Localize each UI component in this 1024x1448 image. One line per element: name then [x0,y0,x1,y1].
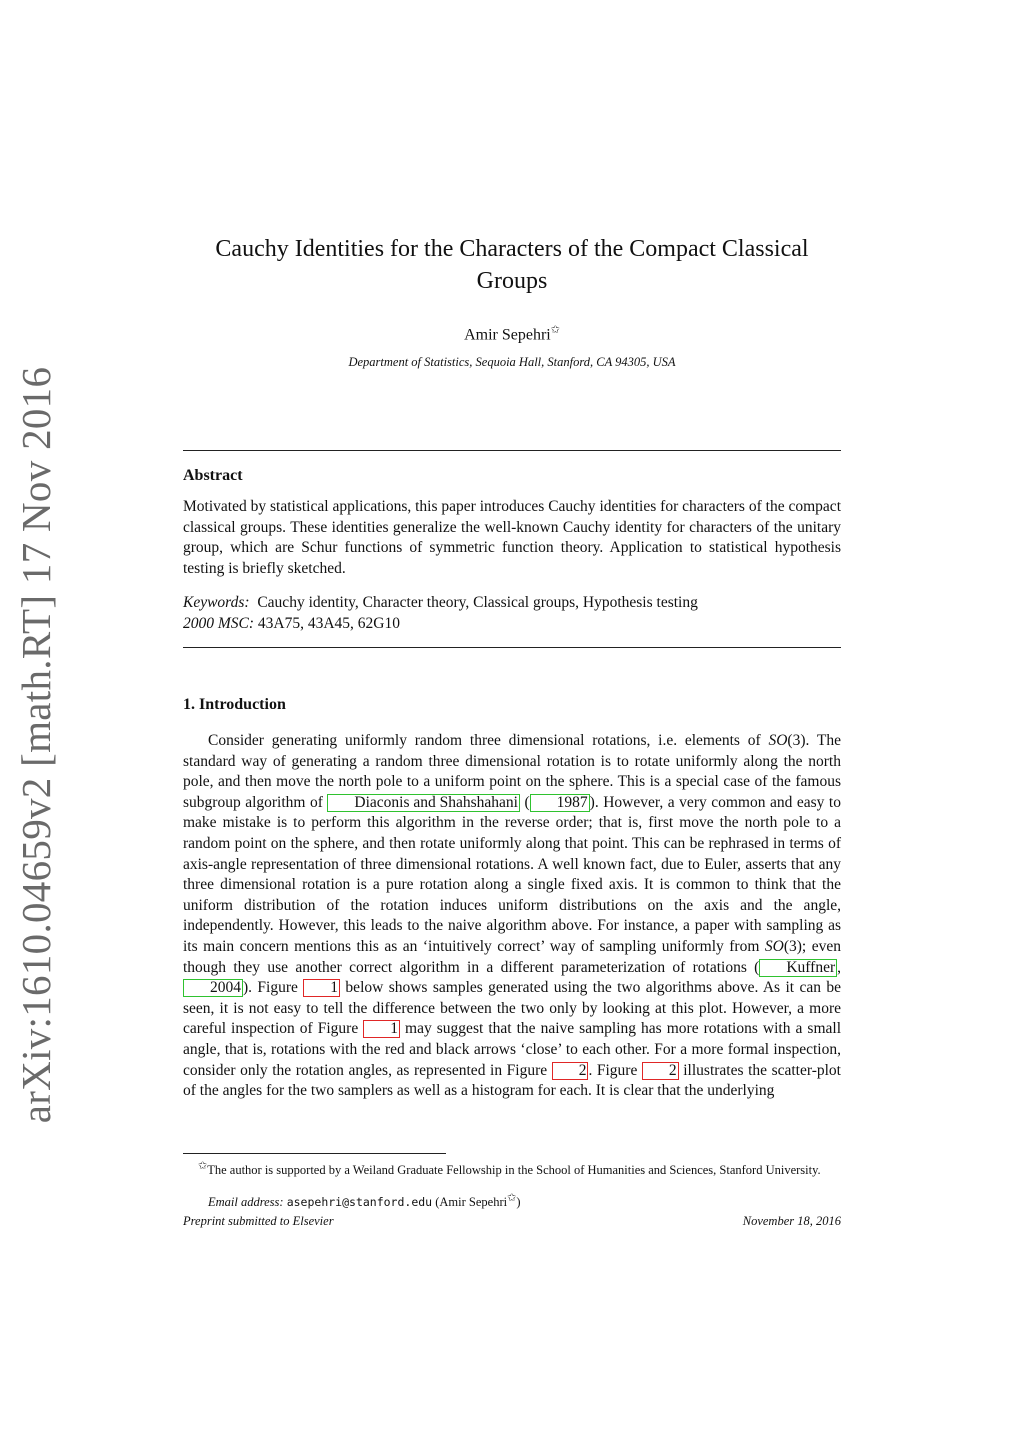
abstract-top-rule [183,450,841,451]
figure-ref-link-2[interactable]: 2 [642,1062,679,1080]
intro-text-8: . Figure [588,1061,642,1079]
paper-title: Cauchy Identities for the Characters of the Compact Classical Groups [215,236,809,294]
cite-paren-open: ( [519,793,530,811]
cite-separator: , [837,958,841,976]
email-owner-mark: ✩ [507,1192,517,1204]
abstract-heading: Abstract [183,467,243,484]
email-label: Email address: [208,1195,284,1210]
footnote-mark: ✩ [198,1160,208,1172]
preprint-note: Preprint submitted to Elsevier [183,1214,334,1228]
intro-text-9: illustrates the scatter-plot of the angles for the two samplers as well as a histogram for each. It is clear that the underlying [183,1061,841,1100]
submission-date: November 18, 2016 [742,1214,841,1228]
math-so3: SO [768,732,788,749]
intro-text-5: ). Figure [243,979,304,997]
intro-text-3: ). However, a very common and easy to make mistake is to perform this algorithm in the reverse order; that is, first move the north pole to a random point on the sphere, and then rotate uniformly along that point. This can be rephrased in terms of axis-angle representation of three dimensional rotations. A well known fact, due to Euler, asserts that any three dimensional rotation is a pure rotation along a single fixed axis. It is common to think that the uniform distribution of the rotation induces uniform distributions on the axis and the angle, independently. However, this leads to the naive algorithm above. For instance, a paper with sampling as its main concern mentions this as an ‘intuitively correct’ way of sampling uniformly from [183,793,841,955]
author-footnote-mark[interactable]: ✩ [550,324,560,336]
intro-text-2: The standard way of generating a random three dimensional rotation is to rotate uniformly along the north pole, and then move the north pole to a uniform point on the sphere. This is a special case of the famous subgroup algorithm of [183,732,841,811]
footnote-funding [183,1158,841,1178]
affiliation: Department of Statistics, Sequoia Hall, Stanford, CA 94305, USA [348,355,676,369]
math-so3-arg: (3); [783,937,807,955]
citation-link-kuffner[interactable]: Kuffner [759,959,837,977]
citation-year-link-1987[interactable]: 1987 [530,794,590,812]
introduction-paragraph [183,731,841,1102]
email-owner: (Amir Sepehri [435,1195,508,1210]
intro-text-7: may suggest that the naive sampling has more rotations with a small angle, that is, rotations with the red and black arrows ‘close’ to each other. For a more formal inspection, consider only the rotation angles, as represented in Figure [183,1020,842,1079]
keywords-label: Keywords: [183,594,250,611]
figure-ref-link-2[interactable]: 2 [552,1062,589,1080]
keywords-line [183,592,841,613]
email-owner-close: ) [516,1195,521,1210]
msc-value: 43A75, 43A45, 62G10 [257,615,401,632]
intro-text-1: Consider generating uniformly random three dimensional rotations, i.e. elements of [208,732,769,749]
author-line [183,323,841,344]
email-line [208,1191,520,1210]
msc-line [183,613,841,634]
abstract-text: Motivated by statistical applications, this paper introduces Cauchy identities for characters of the compact classical groups. These identities generalize the well-known Cauchy identity for characters of the unitary group, which are Schur functions of symmetric function theory. Application to statistical hypothesis testing is briefly sketched. [183,498,841,577]
arxiv-side-stamp: arXiv:1610.04659v2 [math.RT] 17 Nov 2016 [13,366,59,1124]
footnote-rule [183,1153,446,1154]
intro-text-4: even though they use another correct algorithm in a different parameterization of rotations ( [183,937,841,976]
msc-label: 2000 MSC: [183,615,255,632]
citation-link-diaconis-shahshahani[interactable]: Diaconis and Shahshahani [327,794,520,812]
citation-year-link-2004[interactable]: 2004 [183,979,243,997]
intro-text-6: below shows samples generated using the two algorithms above. As it can be seen, it is not easy to tell the difference between the two only by looking at this plot. However, a more careful inspection of Figure [183,979,842,1038]
email-address-link[interactable]: asepehri@stanford.edu [286,1195,433,1210]
section-heading-introduction: 1. Introduction [183,696,286,713]
keywords-value: Cauchy identity, Character theory, Classical groups, Hypothesis testing [257,594,698,611]
figure-ref-link-1[interactable]: 1 [363,1020,400,1038]
abstract-bottom-rule [183,647,841,648]
math-so3-arg: (3). [787,732,810,749]
math-so3: SO [764,937,784,955]
figure-ref-link-1[interactable]: 1 [303,979,340,997]
footnote-text: The author is supported by a Weiland Graduate Fellowship in the School of Humanities and Sciences, Stanford University. [207,1163,821,1178]
keywords-block [183,592,841,634]
author-name: Amir Sepehri [464,326,551,344]
